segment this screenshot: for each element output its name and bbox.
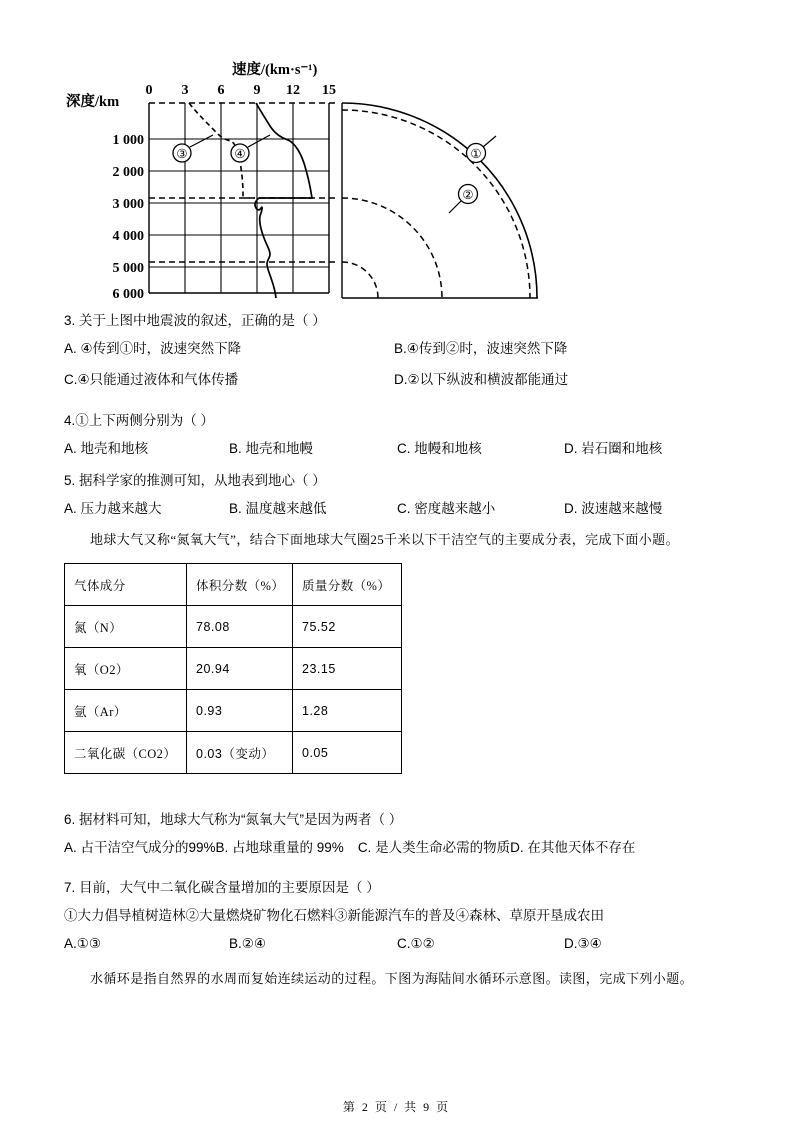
table-header-cell: 气体成分	[65, 564, 187, 606]
velocity-tick: 0	[145, 83, 153, 98]
depth-tick: 6 000	[112, 287, 144, 302]
question-3	[64, 311, 740, 389]
question-4-options	[64, 439, 740, 458]
velocity-tick-labels	[146, 83, 337, 98]
table-header-cell: 质量分数（%）	[293, 564, 402, 606]
question-3-options-row-1	[64, 339, 740, 358]
depth-tick: 5 000	[112, 261, 144, 276]
table-row	[65, 690, 402, 732]
moho-arc	[342, 110, 530, 298]
question-4-option-c[interactable]: C. 地幔和地核	[397, 441, 482, 456]
table-header-cell: 体积分数（%）	[187, 564, 293, 606]
question-5-option-b[interactable]: B. 温度越来越低	[229, 501, 327, 516]
question-7	[64, 878, 740, 953]
question-3-option-a[interactable]: A. ④传到①时，波速突然下降	[64, 341, 242, 356]
earth-surface-arc	[342, 103, 537, 298]
question-7-options	[64, 934, 740, 953]
question-7-stem: 7. 目前，大气中二氧化碳含量增加的主要原因是（ ）	[64, 880, 380, 895]
table-cell-volume: 78.08	[187, 606, 293, 648]
question-7-option-b[interactable]: B.②④	[229, 936, 266, 951]
question-5-option-c[interactable]: C. 密度越来越小	[397, 501, 496, 516]
table-cell-mass: 0.05	[293, 732, 402, 774]
question-4-option-a[interactable]: A. 地壳和地核	[64, 441, 149, 456]
question-5-options	[64, 499, 740, 518]
question-4-option-d[interactable]: D. 岩石圈和地核	[564, 441, 663, 456]
velocity-tick: 15	[322, 83, 336, 98]
question-3-option-b[interactable]: B.④传到②时，波速突然下降	[394, 341, 568, 356]
question-3-options-row-2	[64, 370, 740, 389]
table-cell-gas: 氮（N）	[65, 606, 187, 648]
table-cell-volume: 0.93	[187, 690, 293, 732]
question-5-stem: 5. 据科学家的推测可知，从地表到地心（ ）	[64, 473, 326, 488]
question-6-option-d[interactable]: D. 在其他天体不存在	[510, 840, 636, 855]
velocity-tick: 9	[253, 83, 261, 98]
question-7-option-c[interactable]: C.①②	[397, 936, 435, 951]
question-6	[64, 810, 740, 857]
velocity-axis-title: 速度/(km·s⁻¹)	[232, 62, 318, 78]
table-cell-gas: 氧（O2）	[65, 648, 187, 690]
gutenberg-arc	[342, 198, 442, 298]
question-4-stem: 4.①上下两侧分别为（ ）	[64, 413, 215, 428]
table-row	[65, 732, 402, 774]
question-6-option-b[interactable]: B. 占地球重量的 99%	[215, 840, 344, 855]
earth-layers-diagram	[342, 103, 538, 298]
table-row	[65, 606, 402, 648]
table-row	[65, 648, 402, 690]
question-5-option-d[interactable]: D. 波速越来越慢	[564, 501, 663, 516]
depth-tick: 1 000	[112, 133, 144, 148]
figure-marker-4-label: ④	[234, 147, 246, 161]
gas-composition-table	[64, 563, 402, 774]
question-4	[64, 411, 740, 458]
depth-axis-title: 深度/km	[66, 94, 120, 110]
question-3-option-d[interactable]: D.②以下纵波和横波都能通过	[394, 372, 569, 387]
interface-lines	[149, 103, 336, 262]
depth-tick: 2 000	[112, 165, 144, 180]
seismic-wave-figure	[64, 58, 544, 303]
table-cell-mass: 23.15	[293, 648, 402, 690]
water-cycle-intro-paragraph: 水循环是指自然界的水周而复始连续运动的过程。下图为海陆间水循环示意图。读图，完成下列小题。	[90, 971, 694, 986]
question-6-option-c[interactable]: C. 是人类生命必需的物质	[357, 840, 511, 855]
figure-marker-3-label: ③	[176, 147, 188, 161]
figure-marker-2	[449, 185, 478, 214]
figure-marker-1-label: ①	[470, 147, 482, 161]
table-cell-mass: 75.52	[293, 606, 402, 648]
question-3-option-c[interactable]: C.④只能通过液体和气体传播	[64, 372, 239, 387]
table-cell-volume: 0.03（变动）	[187, 732, 293, 774]
figure-marker-1	[467, 136, 497, 163]
question-5-option-a[interactable]: A. 压力越来越大	[64, 501, 162, 516]
atmosphere-intro-paragraph: 地球大气又称“氮氧大气”，结合下面地球大气圈25千米以下干洁空气的主要成分表，完成下面小题。	[90, 532, 679, 547]
question-7-statements: ①大力倡导植树造林②大量燃烧矿物化石燃料③新能源汽车的普及④森林、草原开垦成农田	[64, 908, 604, 923]
question-6-options	[64, 838, 740, 857]
question-5	[64, 471, 740, 518]
question-6-stem: 6. 据材料可知，地球大气称为“氮氧大气”是因为两者（ ）	[64, 812, 403, 827]
question-6-option-a[interactable]: A. 占干洁空气成分的99%	[64, 840, 216, 855]
figure-marker-2-label: ②	[462, 188, 474, 202]
velocity-tick: 6	[217, 83, 225, 98]
question-4-option-b[interactable]: B. 地壳和地幔	[229, 441, 314, 456]
table-cell-gas: 二氧化碳（CO2）	[65, 732, 187, 774]
velocity-tick: 12	[286, 83, 300, 98]
inner-core-arc	[342, 262, 378, 298]
table-cell-gas: 氩（Ar）	[65, 690, 187, 732]
depth-tick-labels	[113, 133, 145, 302]
table-cell-volume: 20.94	[187, 648, 293, 690]
question-3-stem: 3. 关于上图中地震波的叙述，正确的是（ ）	[64, 313, 326, 328]
depth-tick: 4 000	[112, 229, 144, 244]
question-7-option-d[interactable]: D.③④	[564, 936, 602, 951]
table-cell-mass: 1.28	[293, 690, 402, 732]
question-7-option-a[interactable]: A.①③	[64, 936, 101, 951]
velocity-tick: 3	[181, 83, 189, 98]
table-header-row	[65, 564, 402, 606]
page-footer: 第 2 页 / 共 9 页	[342, 1100, 451, 1114]
p-wave-curve	[255, 103, 312, 298]
depth-tick: 3 000	[112, 197, 144, 212]
seismic-wave-svg	[64, 58, 544, 303]
